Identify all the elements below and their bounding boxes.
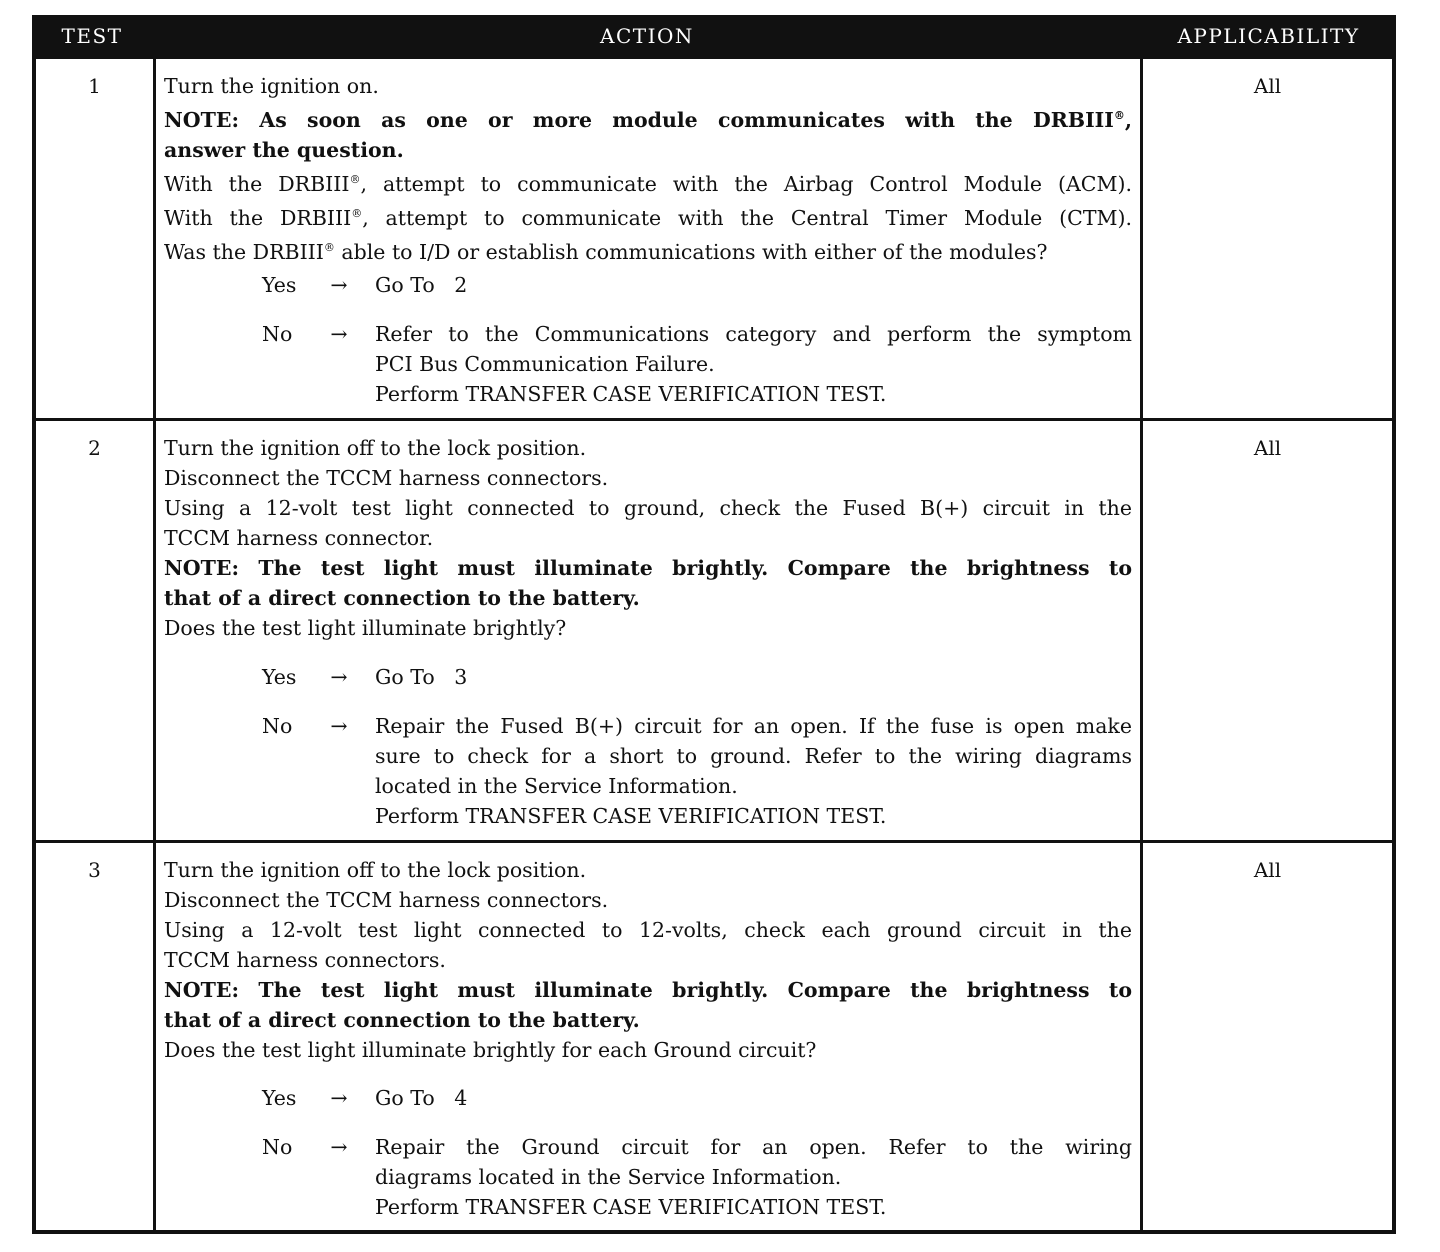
yes-answer bbox=[262, 1083, 1132, 1113]
arrow-icon: → bbox=[330, 1086, 348, 1110]
no-label: No bbox=[262, 322, 293, 346]
applicability-value: All bbox=[1253, 858, 1282, 882]
instruction-line: that of a direct connection to the battery. bbox=[164, 1008, 640, 1032]
diagnostic-table bbox=[32, 15, 1396, 1234]
yes-label: Yes bbox=[262, 665, 297, 689]
no-answer bbox=[262, 711, 1132, 831]
instruction-line: Using a 12-volt test light connected to 12-volts, check each ground circuit in the bbox=[164, 918, 1132, 942]
instruction-lines bbox=[164, 855, 1132, 1065]
instruction-line: TCCM harness connector. bbox=[164, 526, 434, 550]
instruction-line: answer the question. bbox=[164, 138, 404, 162]
instruction-line: Does the test light illuminate brightly for each Ground circuit? bbox=[164, 1038, 817, 1062]
yes-label: Yes bbox=[262, 273, 297, 297]
table-row bbox=[36, 843, 1392, 1230]
no-answer bbox=[262, 319, 1132, 409]
header-test: TEST bbox=[61, 24, 123, 48]
instruction-line: Turn the ignition on. bbox=[164, 74, 379, 98]
table-row bbox=[36, 59, 1392, 418]
no-label: No bbox=[262, 714, 293, 738]
instruction-line: NOTE: The test light must illuminate brightly. Compare the brightness to bbox=[164, 556, 1132, 580]
header-applicability: APPLICABILITY bbox=[1177, 24, 1360, 48]
arrow-icon: → bbox=[330, 665, 348, 689]
test-number: 1 bbox=[88, 74, 101, 98]
instruction-line: Does the test light illuminate brightly? bbox=[164, 616, 567, 640]
instruction-line: With the DRBIII®, attempt to communicate with the Airbag Control Module (ACM). bbox=[164, 172, 1132, 196]
applicability-value: All bbox=[1253, 436, 1282, 460]
yes-action: Go To 3 bbox=[375, 665, 468, 689]
no-action-line: Perform TRANSFER CASE VERIFICATION TEST. bbox=[375, 382, 887, 406]
test-number: 2 bbox=[88, 436, 101, 460]
no-action-line: sure to check for a short to ground. Refer to the wiring diagrams bbox=[375, 744, 1132, 768]
yes-action: Go To 4 bbox=[375, 1086, 468, 1110]
table-header bbox=[32, 15, 1396, 57]
instruction-line: Using a 12-volt test light connected to ground, check the Fused B(+) circuit in the bbox=[164, 496, 1132, 520]
instruction-line: Disconnect the TCCM harness connectors. bbox=[164, 466, 609, 490]
arrow-icon: → bbox=[330, 322, 348, 346]
instruction-line: NOTE: The test light must illuminate brightly. Compare the brightness to bbox=[164, 978, 1132, 1002]
arrow-icon: → bbox=[330, 714, 348, 738]
yes-action: Go To 2 bbox=[375, 273, 468, 297]
yes-label: Yes bbox=[262, 1086, 297, 1110]
yes-answer bbox=[262, 270, 1132, 300]
action-cell bbox=[156, 843, 1140, 1230]
no-action-line: PCI Bus Communication Failure. bbox=[375, 352, 715, 376]
no-action-line: Perform TRANSFER CASE VERIFICATION TEST. bbox=[375, 1195, 887, 1219]
instruction-lines bbox=[164, 433, 1132, 643]
arrow-icon: → bbox=[330, 1135, 348, 1159]
instruction-line: With the DRBIII®, attempt to communicate with the Central Timer Module (CTM). bbox=[164, 206, 1133, 230]
no-action-line: Refer to the Communications category and perform the symptom bbox=[375, 322, 1132, 346]
no-action bbox=[375, 711, 1132, 831]
instruction-line: Was the DRBIII® able to I/D or establish communications with either of the modules? bbox=[164, 240, 1048, 264]
applicability-cell bbox=[1143, 843, 1392, 1230]
table-row bbox=[36, 421, 1392, 840]
instruction-line: Disconnect the TCCM harness connectors. bbox=[164, 888, 609, 912]
instruction-line: NOTE: As soon as one or more module communicates with the DRBIII®, bbox=[164, 108, 1132, 132]
no-label: No bbox=[262, 1135, 293, 1159]
applicability-cell bbox=[1143, 421, 1392, 840]
no-action-line: located in the Service Information. bbox=[375, 774, 738, 798]
no-action-line: Perform TRANSFER CASE VERIFICATION TEST. bbox=[375, 804, 887, 828]
no-action bbox=[375, 319, 1132, 409]
test-number-cell bbox=[36, 421, 153, 840]
yes-answer bbox=[262, 662, 1132, 692]
no-action-line: Repair the Ground circuit for an open. Refer to the wiring bbox=[375, 1135, 1132, 1159]
instruction-line: that of a direct connection to the battery. bbox=[164, 586, 640, 610]
action-cell bbox=[156, 421, 1140, 840]
action-cell bbox=[156, 59, 1140, 418]
test-number-cell bbox=[36, 843, 153, 1230]
no-action-line: Repair the Fused B(+) circuit for an open. If the fuse is open make bbox=[375, 714, 1132, 738]
no-action bbox=[375, 1132, 1132, 1222]
test-number: 3 bbox=[88, 858, 101, 882]
instruction-line: Turn the ignition off to the lock position. bbox=[164, 436, 587, 460]
test-number-cell bbox=[36, 59, 153, 418]
applicability-cell bbox=[1143, 59, 1392, 418]
instruction-line: TCCM harness connectors. bbox=[164, 948, 446, 972]
header-action: ACTION bbox=[600, 24, 694, 48]
no-action-line: diagrams located in the Service Information. bbox=[375, 1165, 842, 1189]
no-answer bbox=[262, 1132, 1132, 1222]
instruction-lines bbox=[164, 71, 1132, 267]
instruction-line: Turn the ignition off to the lock position. bbox=[164, 858, 587, 882]
applicability-value: All bbox=[1253, 74, 1282, 98]
arrow-icon: → bbox=[330, 273, 348, 297]
